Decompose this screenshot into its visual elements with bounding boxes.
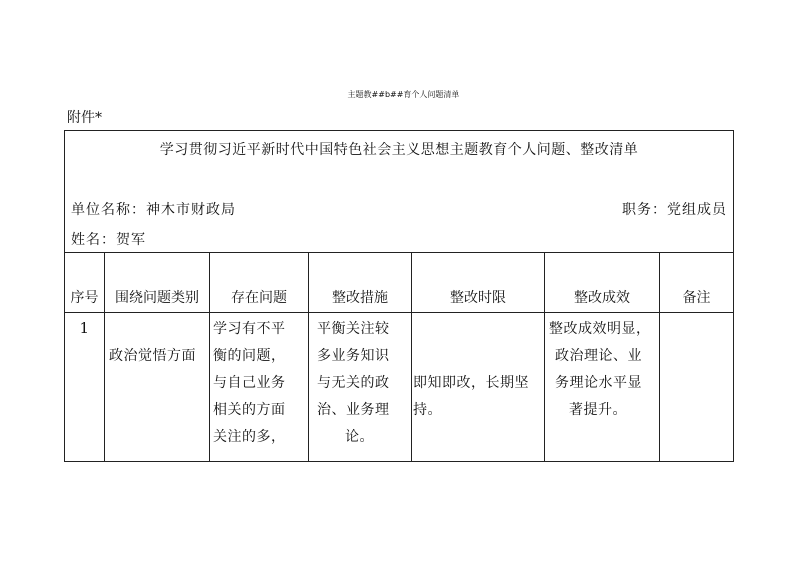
name-value: 贺军 [116, 232, 146, 248]
name-label: 姓名： [71, 232, 116, 248]
problem-line: 相关的方面 [213, 402, 286, 418]
measures-line: 论。 [345, 429, 374, 445]
header-effect: 整改成效 [574, 290, 630, 306]
effect-line: 整改成效明显， [549, 321, 651, 337]
header-measures: 整改措施 [332, 290, 388, 306]
running-header: 主题教##b##育个人问题清单 [347, 90, 460, 99]
row-category: 政治觉悟方面 [109, 348, 196, 364]
unit-label: 单位名称： [71, 202, 146, 218]
column-divider [411, 252, 412, 462]
attachment-label: 附件* [67, 110, 102, 126]
measures-line: 治、业务理 [317, 402, 390, 418]
measures-line: 与无关的政 [317, 375, 390, 391]
column-divider [104, 252, 105, 462]
header-remark: 备注 [682, 290, 711, 306]
column-divider [659, 252, 660, 462]
row-measures [317, 316, 390, 451]
issue-rectification-table [64, 130, 734, 462]
problem-line: 学习有不平 [213, 321, 286, 337]
position-field [622, 199, 727, 219]
problem-line: 衡的问题， [213, 348, 286, 364]
header-serial: 序号 [70, 290, 99, 306]
unit-value: 神木市财政局 [146, 202, 236, 218]
header-top-rule [65, 252, 733, 253]
measures-line: 多业务知识 [317, 348, 390, 364]
problem-line: 关注的多， [213, 429, 286, 445]
row-effect [549, 316, 651, 424]
table-title: 学习贯彻习近平新时代中国特色社会主义思想主题教育个人问题、整改清单 [159, 142, 639, 158]
effect-line: 政治理论、业 [555, 348, 642, 364]
column-divider [308, 252, 309, 462]
unit-field [71, 199, 236, 219]
header-problem: 存在问题 [231, 290, 287, 306]
measures-line: 平衡关注较 [317, 321, 390, 337]
effect-line: 著提升。 [569, 402, 627, 418]
position-value: 党组成员 [667, 202, 727, 218]
column-divider [209, 252, 210, 462]
deadline-line: 即知即改，长期坚 [413, 375, 529, 391]
problem-line: 与自己业务 [213, 375, 286, 391]
header-category: 围绕问题类别 [115, 290, 199, 306]
name-field [71, 229, 146, 249]
row-deadline [413, 370, 529, 424]
row-problem [213, 316, 286, 451]
effect-line: 务理论水平显 [555, 375, 642, 391]
header-deadline: 整改时限 [450, 290, 506, 306]
deadline-line: 持。 [413, 402, 442, 418]
header-bottom-rule [65, 312, 733, 313]
position-label: 职务： [622, 202, 667, 218]
row-serial: 1 [79, 319, 90, 337]
column-divider [544, 252, 545, 462]
